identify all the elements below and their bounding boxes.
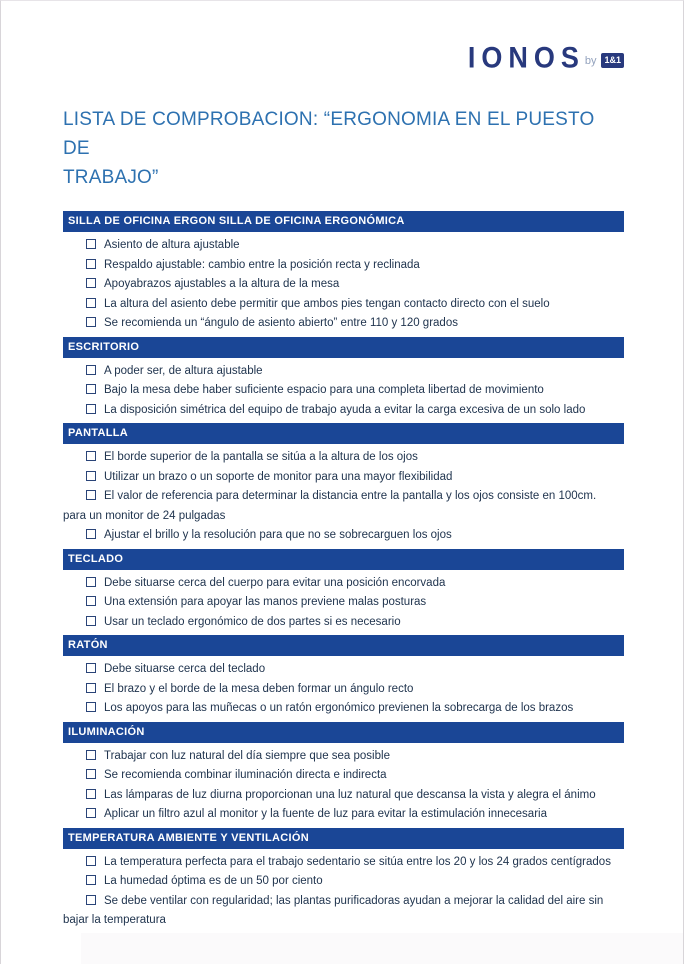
checkbox-icon[interactable] [86,278,96,288]
checklist-section [63,549,624,636]
logo [63,41,624,75]
item-text: La altura del asiento debe permitir que ambos pies tengan contacto directo con el suelo [104,297,550,310]
item-text: Asiento de altura ajustable [104,239,240,251]
checklist-section [63,828,624,934]
item-text: Usar un teclado ergonómico de dos partes si es necesario [104,615,401,628]
checklist-item [63,786,624,806]
checklist-section [63,635,624,722]
checkbox-icon[interactable] [86,769,96,779]
checklist-item [63,381,624,401]
item-text: El valor de referencia para determinar la distancia entre la pantalla y los ojos consiste en 100cm. [104,490,597,502]
section-title: PANTALLA [68,427,129,439]
page-title-line-2: TRABAJO” [63,167,159,188]
checkbox-icon[interactable] [86,596,96,606]
sections [63,211,624,934]
section-header [63,722,624,743]
section-header [63,635,624,656]
checkbox-icon[interactable] [86,875,96,885]
checklist-item [63,526,624,546]
item-text: Bajo la mesa debe haber suficiente espacio para una completa libertad de movimiento [104,384,544,396]
checkbox-icon[interactable] [86,702,96,712]
item-text: La temperatura perfecta para el trabajo sedentario se sitúa entre los 20 y los 24 grados centígrados [104,855,611,868]
checkbox-icon[interactable] [86,808,96,818]
checkbox-icon[interactable] [86,239,96,249]
checklist-item [63,766,624,786]
checkbox-icon[interactable] [86,259,96,269]
checkbox-icon[interactable] [86,365,96,375]
section-items [63,849,624,934]
section-items [63,570,624,636]
logo-1and1-badge: 1&1 [601,53,624,68]
checklist-item-continuation [63,507,624,527]
checklist-section [63,337,624,424]
section-items [63,358,624,424]
section-items [63,743,624,828]
checkbox-icon[interactable] [86,317,96,327]
section-header [63,423,624,444]
page-bottom-edge [81,933,683,964]
item-text: para un monitor de 24 pulgadas [63,509,226,522]
checklist-item [63,448,624,468]
checkbox-icon[interactable] [86,895,96,905]
section-header [63,211,624,232]
page-title-line-1: LISTA DE COMPROBACION: “ERGONOMIA EN EL PUESTO DE [63,109,595,159]
item-text: bajar la temperatura [63,914,166,926]
section-items [63,656,624,722]
item-text: El borde superior de la pantalla se sitúa a la altura de los ojos [104,451,418,463]
checkbox-icon[interactable] [86,490,96,500]
checklist-item-continuation [63,911,624,931]
item-text: Debe situarse cerca del cuerpo para evitar una posición encorvada [104,576,446,589]
checklist-item [63,487,624,507]
checklist-section [63,211,624,337]
checklist-item [63,872,624,892]
section-header [63,337,624,358]
item-text: Las lámparas de luz diurna proporcionan una luz natural que descansa la vista y alegra el ánimo [104,788,596,801]
checkbox-icon[interactable] [86,529,96,539]
item-text: Respaldo ajustable: cambio entre la posición recta y reclinada [104,258,420,271]
checkbox-icon[interactable] [86,577,96,587]
checkbox-icon[interactable] [86,451,96,461]
checklist-item [63,275,624,295]
item-text: Debe situarse cerca del teclado [104,663,266,675]
item-text: Ajustar el brillo y la resolución para que no se sobrecarguen los ojos [104,529,452,541]
section-header [63,549,624,570]
checkbox-icon[interactable] [86,471,96,481]
checklist-item [63,468,624,488]
checklist-item [63,362,624,382]
logo-by-text: by [584,55,597,67]
item-text: Una extensión para apoyar las manos previene malas posturas [104,596,427,608]
checkbox-icon[interactable] [86,616,96,626]
checkbox-icon[interactable] [86,663,96,673]
item-text: Utilizar un brazo o un soporte de monitor para una mayor flexibilidad [104,470,453,483]
checklist-item [63,401,624,421]
item-text: Se recomienda combinar iluminación directa e indirecta [104,769,387,781]
section-title: TEMPERATURA AMBIENTE Y VENTILACIÓN [68,831,310,844]
checklist-item [63,747,624,767]
item-text: Aplicar un filtro azul al monitor y la fuente de luz para evitar la estimulación innecesaria [104,808,547,820]
checklist-item [63,256,624,276]
item-text: La disposición simétrica del equipo de trabajo ayuda a evitar la carga excesiva de un solo lado [104,403,586,416]
checklist-section [63,722,624,828]
section-title: TECLADO [68,552,124,565]
item-text: A poder ser, de altura ajustable [104,364,263,377]
checklist-item [63,236,624,256]
checklist-item [63,613,624,633]
checkbox-icon[interactable] [86,789,96,799]
section-header [63,828,624,849]
item-text: Se recomienda un “ángulo de asiento abierto” entre 110 y 120 grados [104,317,458,329]
checklist-section [63,423,624,549]
item-text: Los apoyos para las muñecas o un ratón ergonómico previenen la sobrecarga de los brazos [104,702,574,714]
section-items [63,232,624,337]
section-items [63,444,624,549]
page-title [63,105,624,192]
checklist-item [63,853,624,873]
checkbox-icon[interactable] [86,298,96,308]
checklist-item [63,593,624,613]
section-title: ILUMINACIÓN [68,725,145,738]
checkbox-icon[interactable] [86,384,96,394]
checklist-item [63,314,624,334]
section-title: RATÓN [68,639,108,651]
checklist-item [63,892,624,912]
item-text: El brazo y el borde de la mesa deben formar un ángulo recto [104,682,414,695]
checkbox-icon[interactable] [86,683,96,693]
logo-wordmark: IONOS [467,41,585,74]
checkbox-icon[interactable] [86,750,96,760]
item-text: Trabajar con luz natural del día siempre que sea posible [104,749,390,762]
item-text: La humedad óptima es de un 50 por ciento [104,875,323,887]
item-text: Se debe ventilar con regularidad; las plantas purificadoras ayudan a mejorar la calidad del aire sin [104,894,604,907]
section-title: ESCRITORIO [68,340,140,353]
checkbox-icon[interactable] [86,856,96,866]
checklist-item [63,680,624,700]
item-text: Apoyabrazos ajustables a la altura de la mesa [104,278,340,290]
checkbox-icon[interactable] [86,404,96,414]
checklist-item [63,295,624,315]
checklist-item [63,574,624,594]
checklist-item [63,660,624,680]
checklist-item [63,805,624,825]
section-title: SILLA DE OFICINA ERGON SILLA DE OFICINA ERGONÓMICA [68,215,405,227]
checklist-item [63,699,624,719]
